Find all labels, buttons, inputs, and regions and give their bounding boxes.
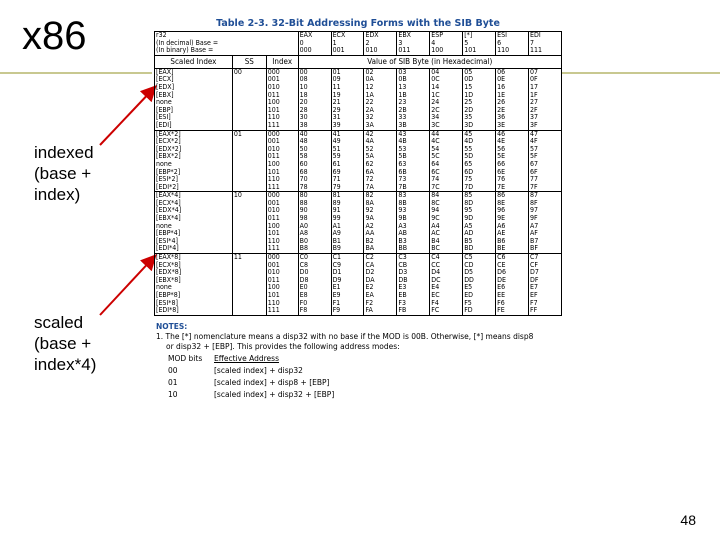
base-col: ESI 6 110 [496, 32, 529, 56]
notes [154, 322, 562, 402]
sib-value-cell: C3 CB D3 DB E3 EB F3 FB [397, 254, 430, 316]
base-col: ECX 1 001 [331, 32, 364, 56]
mode-row: 00 [scaled index] + disp32 [168, 365, 303, 375]
sib-group-row [155, 192, 562, 254]
sib-value-cell: 41 49 51 59 61 69 71 79 [331, 130, 364, 192]
notes-heading: NOTES: [156, 321, 188, 331]
header-base-row [155, 32, 562, 56]
sib-value-cell: 42 4A 52 5A 62 6A 72 7A [364, 130, 397, 192]
page-number: 48 [680, 512, 696, 528]
ss-cell: 00 [232, 68, 266, 130]
sib-group-row [155, 68, 562, 130]
sib-value-cell: 86 8E 96 9E A6 AE B6 BE [496, 192, 529, 254]
corner-cell [155, 32, 299, 56]
scaled-index-cell: [EAX*4] [ECX*4] [EDX*4] [EBX*4] none [EBP*4] [ESI*4] [EDI*4] [155, 192, 233, 254]
corner-line-3: (In binary) Base = [156, 46, 214, 55]
label-scaled-line-2: (base + [34, 334, 92, 353]
sib-value-cell: 85 8D 95 9D A5 AD B5 BD [463, 192, 496, 254]
sib-value-cell: 44 4C 54 5C 64 6C 74 7C [430, 130, 463, 192]
sib-value-cell: 87 8F 97 9F A7 AF B7 BF [529, 192, 562, 254]
label-scaled-line-1: scaled [34, 313, 84, 332]
sib-value-cell: 00 08 10 18 20 28 30 38 [298, 68, 331, 130]
sib-value-cell: C6 CE D6 DE E6 EE F6 FE [496, 254, 529, 316]
sib-value-cell: 04 0C 14 1C 24 2C 34 3C [430, 68, 463, 130]
sib-value-cell: 40 48 50 58 60 68 70 78 [298, 130, 331, 192]
sib-value-cell: 47 4F 57 5F 67 6F 77 7F [529, 130, 562, 192]
ss-cell: 01 [232, 130, 266, 192]
scaled-index-cell: [EAX*2] [ECX*2] [EDX*2] [EBX*2] none [EBP*2] [ESI*2] [EDI*2] [155, 130, 233, 192]
label-indexed-line-2: (base + [34, 164, 92, 183]
arrow-indexed [100, 88, 154, 145]
note-line-1: 1. The [*] nomenclature means a disp32 with no base if the MOD is 00B. Otherwise, [*] means disp8 [156, 331, 534, 341]
sib-figure [154, 16, 562, 402]
base-col: EDX 2 010 [364, 32, 397, 56]
figure-title: Table 2-3. 32-Bit Addressing Forms with the SIB Byte [216, 18, 500, 29]
base-col: EDI 7 111 [529, 32, 562, 56]
sib-table [154, 31, 562, 316]
groups-body [155, 68, 562, 315]
sib-value-cell: 82 8A 92 9A A2 AA B2 BA [364, 192, 397, 254]
sib-value-cell: C7 CF D7 DF E7 EF F7 FF [529, 254, 562, 316]
sib-value-cell: 06 0E 16 1E 26 2E 36 3E [496, 68, 529, 130]
base-col: EBX 3 011 [397, 32, 430, 56]
col-ss: SS [232, 55, 266, 68]
col-value: Value of SIB Byte (in Hexadecimal) [298, 55, 561, 68]
sib-value-cell: C0 C8 D0 D8 E0 E8 F0 F8 [298, 254, 331, 316]
sib-value-cell: 84 8C 94 9C A4 AC B4 BC [430, 192, 463, 254]
slide-title: x86 [22, 14, 87, 58]
arrow-scaled [100, 257, 154, 315]
note-line-2: or disp32 + [EBP]. This provides the following address modes: [166, 341, 400, 351]
sib-value-cell: C1 C9 D1 D9 E1 E9 F1 F9 [331, 254, 364, 316]
base-col: [*] 5 101 [463, 32, 496, 56]
sib-value-cell: 46 4E 56 5E 66 6E 76 7E [496, 130, 529, 192]
col-scaled-index: Scaled Index [155, 55, 233, 68]
sib-value-cell: 81 89 91 99 A1 A9 B1 B9 [331, 192, 364, 254]
sib-group-row [155, 130, 562, 192]
label-scaled-line-3: index*4) [34, 355, 97, 374]
index-cell: 000 001 010 011 100 101 110 111 [266, 254, 298, 316]
label-indexed-line-1: indexed [34, 143, 94, 162]
mode-row: 10 [scaled index] + disp32 + [EBP] [168, 389, 335, 399]
label-indexed-line-3: index) [34, 185, 81, 204]
scaled-index-cell: [EAX*8] [ECX*8] [EDX*8] [EBX*8] none [EBP*8] [ESI*8] [EDI*8] [155, 254, 233, 316]
address-modes [168, 354, 562, 402]
sib-value-cell: 45 4D 55 5D 65 6D 75 7D [463, 130, 496, 192]
index-cell: 000 001 010 011 100 101 110 111 [266, 192, 298, 254]
sib-value-cell: 80 88 90 98 A0 A8 B0 B8 [298, 192, 331, 254]
mode-row: 01 [scaled index] + disp8 + [EBP] [168, 377, 330, 387]
sib-group-row [155, 254, 562, 316]
corner-line-2: (In decimal) Base = [156, 38, 219, 47]
sib-value-cell: C4 CC D4 DC E4 EC F4 FC [430, 254, 463, 316]
sib-value-cell: 43 4B 53 5B 63 6B 73 7B [397, 130, 430, 192]
sib-value-cell: 83 8B 93 9B A3 AB B3 BB [397, 192, 430, 254]
modes-header: MOD bits Effective Address [168, 353, 279, 363]
index-cell: 000 001 010 011 100 101 110 111 [266, 130, 298, 192]
sib-value-cell: 05 0D 15 1D 25 2D 35 3D [463, 68, 496, 130]
sib-value-cell: 01 09 11 19 21 29 31 39 [331, 68, 364, 130]
base-col: ESP 4 100 [430, 32, 463, 56]
header-label-row [155, 55, 562, 68]
sib-value-cell: C5 CD D5 DD E5 ED F5 FD [463, 254, 496, 316]
sib-value-cell: 07 0F 17 1F 27 2F 37 3F [529, 68, 562, 130]
index-cell: 000 001 010 011 100 101 110 111 [266, 68, 298, 130]
col-index: Index [266, 55, 298, 68]
base-col: EAX 0 000 [298, 32, 331, 56]
corner-line-1: r32 [156, 31, 167, 39]
sib-value-cell: 03 0B 13 1B 23 2B 33 3B [397, 68, 430, 130]
sib-value-cell: 02 0A 12 1A 22 2A 32 3A [364, 68, 397, 130]
scaled-index-cell: [EAX] [ECX] [EDX] [EBX] none [EBP] [ESI] [EDI] [155, 68, 233, 130]
sib-value-cell: C2 CA D2 DA E2 EA F2 FA [364, 254, 397, 316]
ss-cell: 11 [232, 254, 266, 316]
ss-cell: 10 [232, 192, 266, 254]
